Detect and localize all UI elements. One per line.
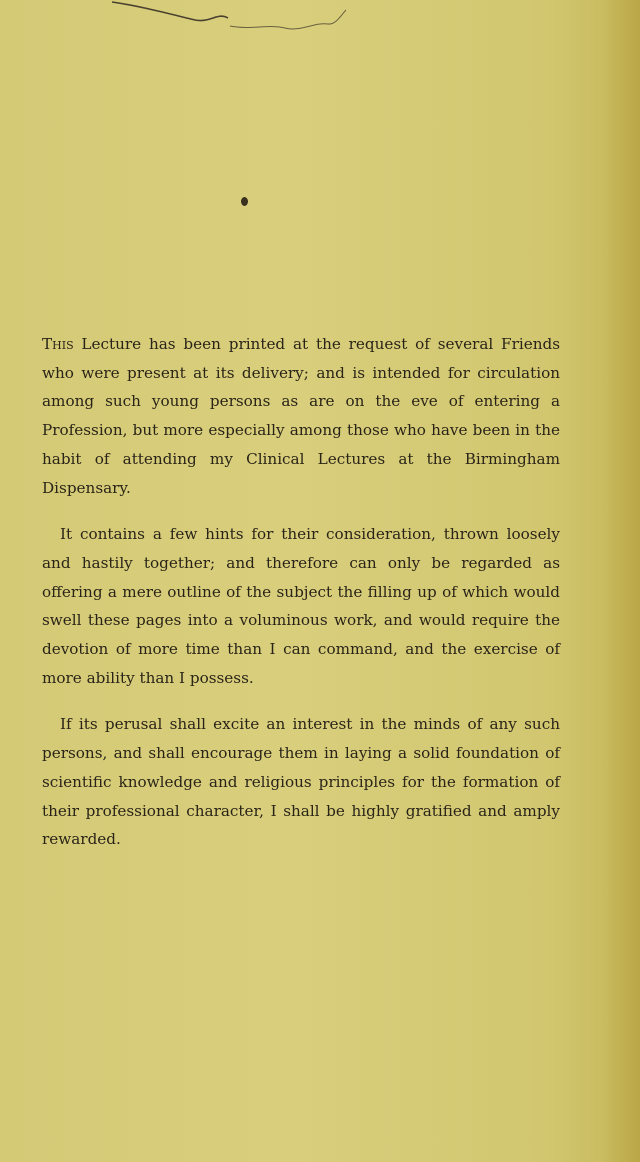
paragraph-1-text: Lecture has been printed at the request of several Friends who were present at its delivery; and is intended for circulation among such young persons as are on the eve of entering a Profession, but more especially among those who have been in the habit of attending my Clinical Lectures at the Birmingham Dispensary. (42, 335, 560, 497)
preface-text (42, 330, 560, 872)
ink-scribble-mark (110, 0, 350, 36)
ink-dot-mark (241, 197, 248, 206)
paragraph-2: It contains a few hints for their consideration, thrown loosely and hastily together; and therefore can only be regarded as offering a mere outline of the subject the filling up of which would swell these pages into a voluminous work, and would require the devotion of more time than I can command, and the exercise of more ability than I possess. (42, 525, 560, 687)
paragraph-1 (42, 330, 560, 502)
page-edge-shadow (600, 0, 640, 1162)
paragraph-1-lead: This (42, 335, 74, 353)
paragraph-3: If its perusal shall excite an interest in the minds of any such persons, and shall encourage them in laying a solid foundation of scientific knowledge and religious principles for the formation of their professional character, I shall be highly gratified and amply rewarded. (42, 715, 560, 849)
